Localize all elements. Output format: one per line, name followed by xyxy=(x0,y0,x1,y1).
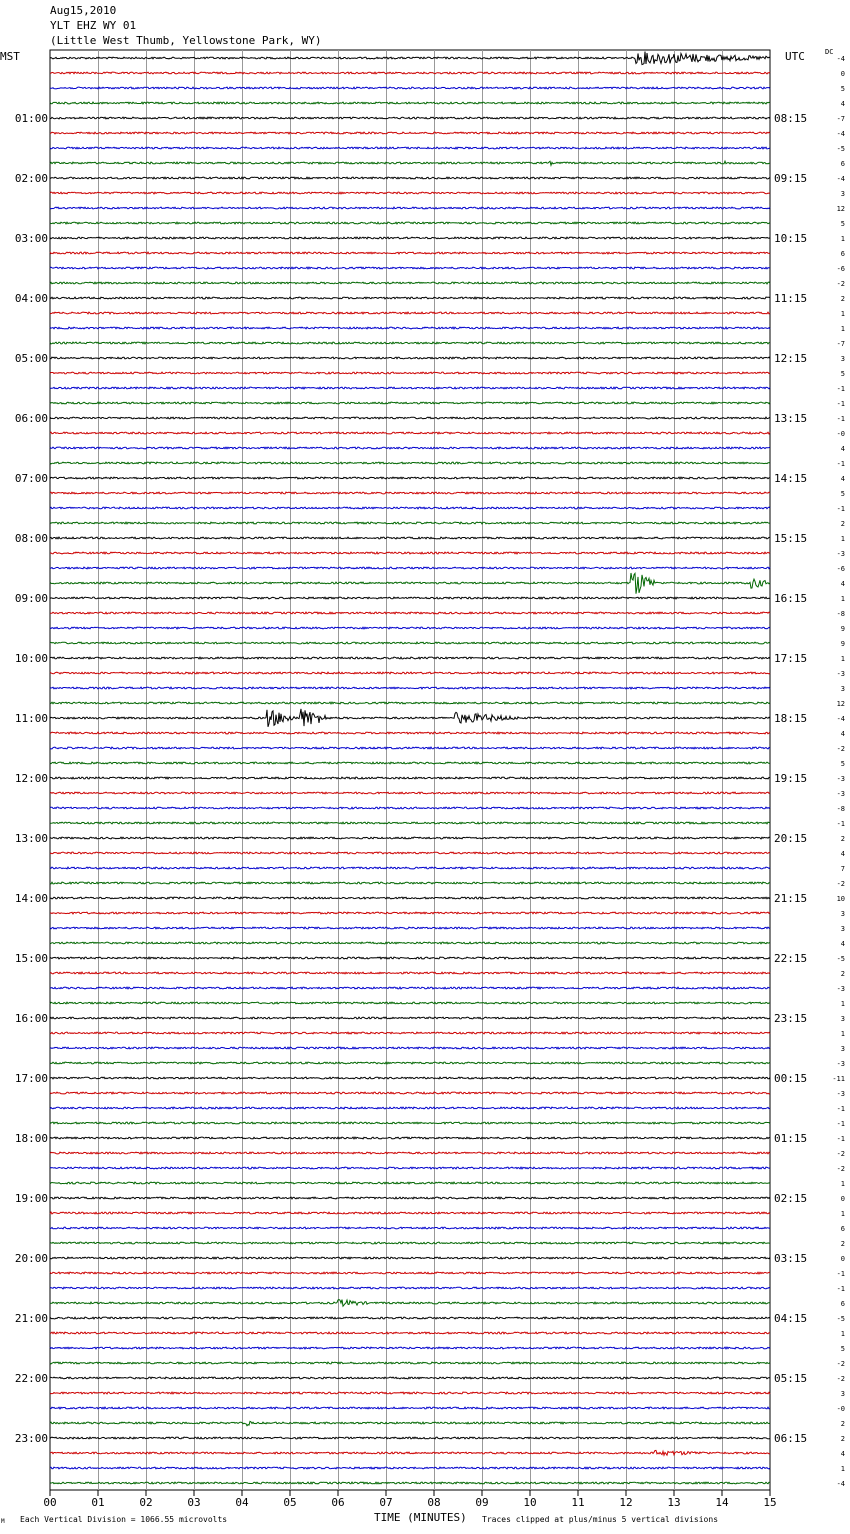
utc-hour-label: 04:15 xyxy=(774,1312,808,1325)
mst-hour-label: 11:00 xyxy=(14,712,48,725)
seismic-trace xyxy=(50,927,770,929)
utc-hour-label: 19:15 xyxy=(774,772,808,785)
seismic-trace xyxy=(50,792,770,794)
dc-offset-label: 0 xyxy=(840,70,845,78)
dc-offset-label: 1 xyxy=(840,1180,845,1188)
seismic-trace xyxy=(50,222,770,224)
dc-offset-label: 4 xyxy=(840,475,845,483)
seismic-trace xyxy=(50,1137,770,1139)
dc-offset-label: -5 xyxy=(836,145,845,153)
utc-hour-label: 17:15 xyxy=(774,652,808,665)
seismic-trace xyxy=(50,327,770,329)
seismic-trace xyxy=(50,282,770,284)
dc-offset-label: -0 xyxy=(836,1405,845,1413)
dc-offset-label: 1 xyxy=(840,1210,845,1218)
utc-hour-label: 08:15 xyxy=(774,112,808,125)
dc-offset-label: -8 xyxy=(836,610,845,618)
mst-hour-label: 09:00 xyxy=(14,592,48,605)
dc-offset-label: -7 xyxy=(836,115,845,123)
utc-hour-label: 21:15 xyxy=(774,892,808,905)
dc-offset-label: 3 xyxy=(840,190,845,198)
seismic-trace xyxy=(50,552,770,554)
seismic-trace xyxy=(50,477,770,479)
seismic-trace xyxy=(50,1107,770,1109)
seismic-trace xyxy=(50,387,770,389)
dc-offset-label: -4 xyxy=(836,175,845,183)
dc-offset-label: -6 xyxy=(836,265,845,273)
seismic-trace xyxy=(50,147,770,149)
dc-offset-label: -1 xyxy=(836,460,845,468)
seismic-trace xyxy=(50,627,770,629)
seismic-trace xyxy=(50,1092,770,1094)
x-tick-label: 14 xyxy=(715,1496,729,1509)
x-tick-label: 15 xyxy=(763,1496,777,1509)
mst-hour-label: 02:00 xyxy=(14,172,48,185)
utc-hour-label: 11:15 xyxy=(774,292,808,305)
mst-hour-label: 22:00 xyxy=(14,1372,48,1385)
seismic-trace xyxy=(50,1257,770,1259)
mst-hour-label: 12:00 xyxy=(14,772,48,785)
x-tick-label: 12 xyxy=(619,1496,633,1509)
mst-hour-label: 21:00 xyxy=(14,1312,48,1325)
seismic-trace xyxy=(50,1047,770,1049)
seismic-trace xyxy=(50,537,770,539)
dc-offset-label: -6 xyxy=(836,565,845,573)
dc-offset-label: 9 xyxy=(840,640,845,648)
seismic-trace xyxy=(50,1362,770,1364)
right-timezone-label: UTC xyxy=(785,50,805,63)
seismic-trace xyxy=(50,1272,770,1274)
seismic-trace xyxy=(50,87,770,89)
x-tick-label: 05 xyxy=(283,1496,297,1509)
seismic-trace xyxy=(50,161,770,165)
dc-offset-label: -2 xyxy=(836,1165,845,1173)
dc-offset-label: 3 xyxy=(840,1015,845,1023)
seismic-trace xyxy=(50,237,770,239)
dc-offset-label: 7 xyxy=(840,865,845,873)
mst-hour-label: 18:00 xyxy=(14,1132,48,1145)
x-tick-label: 00 xyxy=(43,1496,57,1509)
seismic-trace xyxy=(50,507,770,509)
dc-offset-label: 1 xyxy=(840,325,845,333)
mst-hour-label: 16:00 xyxy=(14,1012,48,1025)
dc-offset-label: -3 xyxy=(836,790,845,798)
mst-hour-label: 19:00 xyxy=(14,1192,48,1205)
utc-hour-label: 06:15 xyxy=(774,1432,808,1445)
utc-hour-label: 13:15 xyxy=(774,412,808,425)
seismic-trace xyxy=(50,709,770,727)
mst-hour-label: 01:00 xyxy=(14,112,48,125)
x-tick-label: 03 xyxy=(187,1496,201,1509)
seismic-trace xyxy=(50,882,770,884)
dc-offset-label: -1 xyxy=(836,1270,845,1278)
seismic-trace xyxy=(50,687,770,689)
utc-hour-label: 05:15 xyxy=(774,1372,808,1385)
dc-offset-label: -8 xyxy=(836,805,845,813)
dc-offset-label: 3 xyxy=(840,925,845,933)
seismic-trace xyxy=(50,52,770,65)
dc-offset-label: -1 xyxy=(836,1120,845,1128)
seismic-trace xyxy=(50,777,770,779)
dc-offset-label: 2 xyxy=(840,1435,845,1443)
seismic-trace xyxy=(50,807,770,809)
dc-offset-label: 1 xyxy=(840,1000,845,1008)
x-tick-label: 10 xyxy=(523,1496,537,1509)
seismic-trace xyxy=(50,1182,770,1184)
seismic-trace xyxy=(50,747,770,749)
dc-offset-label: 1 xyxy=(840,595,845,603)
seismic-trace xyxy=(50,942,770,944)
dc-offset-label: 1 xyxy=(840,1030,845,1038)
dc-offset-label: 6 xyxy=(840,1225,845,1233)
seismic-trace xyxy=(50,192,770,194)
seismic-trace xyxy=(50,852,770,854)
utc-hour-label: 10:15 xyxy=(774,232,808,245)
dc-offset-label: -3 xyxy=(836,670,845,678)
dc-offset-label: -1 xyxy=(836,415,845,423)
seismic-trace xyxy=(50,267,770,269)
dc-offset-label: 12 xyxy=(836,700,845,708)
seismic-trace xyxy=(50,1077,770,1079)
dc-offset-label: -4 xyxy=(836,55,845,63)
dc-offset-label: 0 xyxy=(840,1255,845,1263)
dc-offset-label: 2 xyxy=(840,1240,845,1248)
seismic-trace xyxy=(50,1437,770,1439)
dc-offset-label: 2 xyxy=(840,520,845,528)
seismic-trace xyxy=(50,1227,770,1229)
seismic-trace xyxy=(50,1407,770,1409)
dc-offset-label: 3 xyxy=(840,1390,845,1398)
seismic-trace xyxy=(50,1300,770,1307)
seismic-trace xyxy=(50,762,770,764)
dc-offset-label: 5 xyxy=(840,85,845,93)
station-code: YLT EHZ WY 01 xyxy=(50,19,137,32)
dc-offset-label: 6 xyxy=(840,160,845,168)
utc-hour-label: 01:15 xyxy=(774,1132,808,1145)
mst-hour-label: 10:00 xyxy=(14,652,48,665)
seismic-trace xyxy=(50,357,770,359)
seismic-trace xyxy=(50,1242,770,1244)
dc-offset-label: -4 xyxy=(836,1480,845,1488)
dc-offset-label: 3 xyxy=(840,355,845,363)
seismic-trace xyxy=(50,342,770,344)
utc-hour-label: 15:15 xyxy=(774,532,808,545)
dc-offset-label: 2 xyxy=(840,295,845,303)
dc-offset-label: -11 xyxy=(832,1075,845,1083)
dc-offset-label: 6 xyxy=(840,250,845,258)
seismic-trace xyxy=(50,1450,770,1455)
seismic-trace xyxy=(50,72,770,74)
seismic-trace xyxy=(50,1421,770,1425)
utc-hour-label: 09:15 xyxy=(774,172,808,185)
seismic-trace xyxy=(50,1377,770,1379)
dc-offset-label: 5 xyxy=(840,490,845,498)
dc-offset-label: 3 xyxy=(840,685,845,693)
dc-offset-label: 2 xyxy=(840,1420,845,1428)
utc-hour-label: 12:15 xyxy=(774,352,808,365)
utc-hour-label: 03:15 xyxy=(774,1252,808,1265)
dc-offset-label: 0 xyxy=(840,1195,845,1203)
utc-hour-label: 23:15 xyxy=(774,1012,808,1025)
plot-date: Aug15,2010 xyxy=(50,4,117,17)
dc-offset-label: -1 xyxy=(836,1135,845,1143)
dc-offset-label: -3 xyxy=(836,550,845,558)
dc-offset-label: 1 xyxy=(840,655,845,663)
dc-offset-label: 6 xyxy=(840,1300,845,1308)
seismic-trace xyxy=(50,402,770,404)
station-location: (Little West Thumb, Yellowstone Park, WY) xyxy=(50,34,322,47)
dc-offset-label: 12 xyxy=(836,205,845,213)
seismic-trace xyxy=(50,417,770,419)
seismic-trace xyxy=(50,987,770,989)
seismic-trace xyxy=(50,1392,770,1394)
dc-offset-label: 4 xyxy=(840,445,845,453)
seismic-trace xyxy=(50,1197,770,1199)
dc-offset-label: 4 xyxy=(840,850,845,858)
seismic-trace xyxy=(50,1332,770,1334)
seismic-trace xyxy=(50,102,770,104)
mst-hour-label: 04:00 xyxy=(14,292,48,305)
utc-hour-label: 20:15 xyxy=(774,832,808,845)
seismic-trace xyxy=(50,702,770,704)
utc-hour-label: 16:15 xyxy=(774,592,808,605)
seismic-trace xyxy=(50,1467,770,1469)
seismic-trace xyxy=(50,447,770,449)
seismic-trace xyxy=(50,822,770,824)
mst-hour-label: 13:00 xyxy=(14,832,48,845)
dc-offset-label: 1 xyxy=(840,235,845,243)
dc-offset-label: 1 xyxy=(840,1330,845,1338)
dc-offset-label: 9 xyxy=(840,625,845,633)
dc-offset-label: -3 xyxy=(836,775,845,783)
seismic-trace xyxy=(50,1212,770,1214)
x-tick-label: 09 xyxy=(475,1496,489,1509)
dc-offset-label: 5 xyxy=(840,1345,845,1353)
seismic-trace xyxy=(50,117,770,119)
dc-offset-label: -7 xyxy=(836,340,845,348)
mst-hour-label: 06:00 xyxy=(14,412,48,425)
seismic-trace xyxy=(50,492,770,494)
seismic-trace xyxy=(50,372,770,374)
dc-offset-label: -4 xyxy=(836,130,845,138)
dc-offset-label: -2 xyxy=(836,880,845,888)
dc-offset-label: -3 xyxy=(836,1090,845,1098)
utc-hour-label: 02:15 xyxy=(774,1192,808,1205)
x-axis-label: TIME (MINUTES) xyxy=(374,1511,467,1524)
dc-offset-label: -4 xyxy=(836,715,845,723)
dc-offset-label: -2 xyxy=(836,1375,845,1383)
seismic-trace xyxy=(50,573,770,594)
dc-offset-label: -1 xyxy=(836,385,845,393)
dc-offset-label: -1 xyxy=(836,1285,845,1293)
seismic-trace xyxy=(50,837,770,839)
seismic-trace xyxy=(50,132,770,134)
mst-hour-label: 15:00 xyxy=(14,952,48,965)
dc-offset-label: -0 xyxy=(836,430,845,438)
seismic-trace xyxy=(50,897,770,899)
dc-offset-label: -1 xyxy=(836,820,845,828)
seismic-trace xyxy=(50,252,770,254)
seismic-trace xyxy=(50,1017,770,1019)
mst-hour-label: 20:00 xyxy=(14,1252,48,1265)
mst-hour-label: 07:00 xyxy=(14,472,48,485)
seismic-trace xyxy=(50,1152,770,1154)
seismic-trace xyxy=(50,462,770,464)
dc-offset-label: 4 xyxy=(840,940,845,948)
seismic-trace xyxy=(50,207,770,209)
left-timezone-label: MST xyxy=(0,50,20,63)
dc-offset-label: -2 xyxy=(836,745,845,753)
dc-offset-label: 5 xyxy=(840,370,845,378)
dc-label: DC xyxy=(825,48,834,56)
seismic-trace xyxy=(50,312,770,314)
mst-hour-label: 14:00 xyxy=(14,892,48,905)
dc-offset-label: 2 xyxy=(840,835,845,843)
seismic-trace xyxy=(50,867,770,869)
seismic-trace xyxy=(50,1482,770,1484)
dc-offset-label: 1 xyxy=(840,310,845,318)
seismic-trace xyxy=(50,567,770,569)
dc-offset-label: -3 xyxy=(836,985,845,993)
seismic-trace xyxy=(50,1062,770,1064)
seismic-trace xyxy=(50,972,770,974)
seismic-trace xyxy=(50,612,770,614)
seismic-trace xyxy=(50,912,770,914)
dc-offset-label: 10 xyxy=(836,895,845,903)
seismic-trace xyxy=(50,657,770,659)
dc-offset-label: 3 xyxy=(840,910,845,918)
seismic-trace xyxy=(50,1032,770,1034)
seismic-trace xyxy=(50,297,770,299)
dc-offset-label: -1 xyxy=(836,505,845,513)
x-tick-label: 07 xyxy=(379,1496,393,1509)
dc-offset-label: 4 xyxy=(840,100,845,108)
dc-offset-label: -2 xyxy=(836,1150,845,1158)
mst-hour-label: 17:00 xyxy=(14,1072,48,1085)
seismic-trace xyxy=(50,1287,770,1289)
seismic-trace xyxy=(50,1002,770,1004)
dc-offset-label: 1 xyxy=(840,1465,845,1473)
seismic-trace xyxy=(50,672,770,674)
x-tick-label: 13 xyxy=(667,1496,681,1509)
dc-offset-label: 2 xyxy=(840,970,845,978)
mst-hour-label: 03:00 xyxy=(14,232,48,245)
corner-mark: M xyxy=(1,1518,5,1525)
x-tick-label: 01 xyxy=(91,1496,105,1509)
utc-hour-label: 18:15 xyxy=(774,712,808,725)
seismic-trace xyxy=(50,1317,770,1319)
x-tick-label: 11 xyxy=(571,1496,585,1509)
dc-offset-label: 3 xyxy=(840,1045,845,1053)
dc-offset-label: -5 xyxy=(836,955,845,963)
dc-offset-label: 4 xyxy=(840,730,845,738)
x-tick-label: 04 xyxy=(235,1496,249,1509)
seismic-trace xyxy=(50,522,770,524)
dc-offset-label: 1 xyxy=(840,535,845,543)
x-tick-label: 06 xyxy=(331,1496,345,1509)
utc-hour-label: 22:15 xyxy=(774,952,808,965)
dc-offset-label: -2 xyxy=(836,280,845,288)
seismic-trace xyxy=(50,597,770,599)
dc-offset-label: -1 xyxy=(836,1105,845,1113)
dc-offset-label: 4 xyxy=(840,1450,845,1458)
dc-offset-label: -5 xyxy=(836,1315,845,1323)
clip-note: Traces clipped at plus/minus 5 vertical divisions xyxy=(482,1515,719,1524)
x-tick-label: 08 xyxy=(427,1496,441,1509)
seismic-trace xyxy=(50,432,770,434)
mst-hour-label: 08:00 xyxy=(14,532,48,545)
mst-hour-label: 23:00 xyxy=(14,1432,48,1445)
dc-offset-label: -1 xyxy=(836,400,845,408)
seismic-trace xyxy=(50,177,770,179)
mst-hour-label: 05:00 xyxy=(14,352,48,365)
scale-note: Each Vertical Division = 1066.55 microvolts xyxy=(20,1515,228,1524)
seismic-trace xyxy=(50,1167,770,1169)
seismic-trace xyxy=(50,957,770,959)
dc-offset-label: 5 xyxy=(840,760,845,768)
seismic-trace xyxy=(50,732,770,734)
x-tick-label: 02 xyxy=(139,1496,153,1509)
seismic-trace xyxy=(50,1347,770,1349)
utc-hour-label: 14:15 xyxy=(774,472,808,485)
utc-hour-label: 00:15 xyxy=(774,1072,808,1085)
dc-offset-label: 5 xyxy=(840,220,845,228)
seismic-trace xyxy=(50,1122,770,1124)
seismic-trace xyxy=(50,642,770,644)
dc-offset-label: -3 xyxy=(836,1060,845,1068)
dc-offset-label: 4 xyxy=(840,580,845,588)
dc-offset-label: -2 xyxy=(836,1360,845,1368)
